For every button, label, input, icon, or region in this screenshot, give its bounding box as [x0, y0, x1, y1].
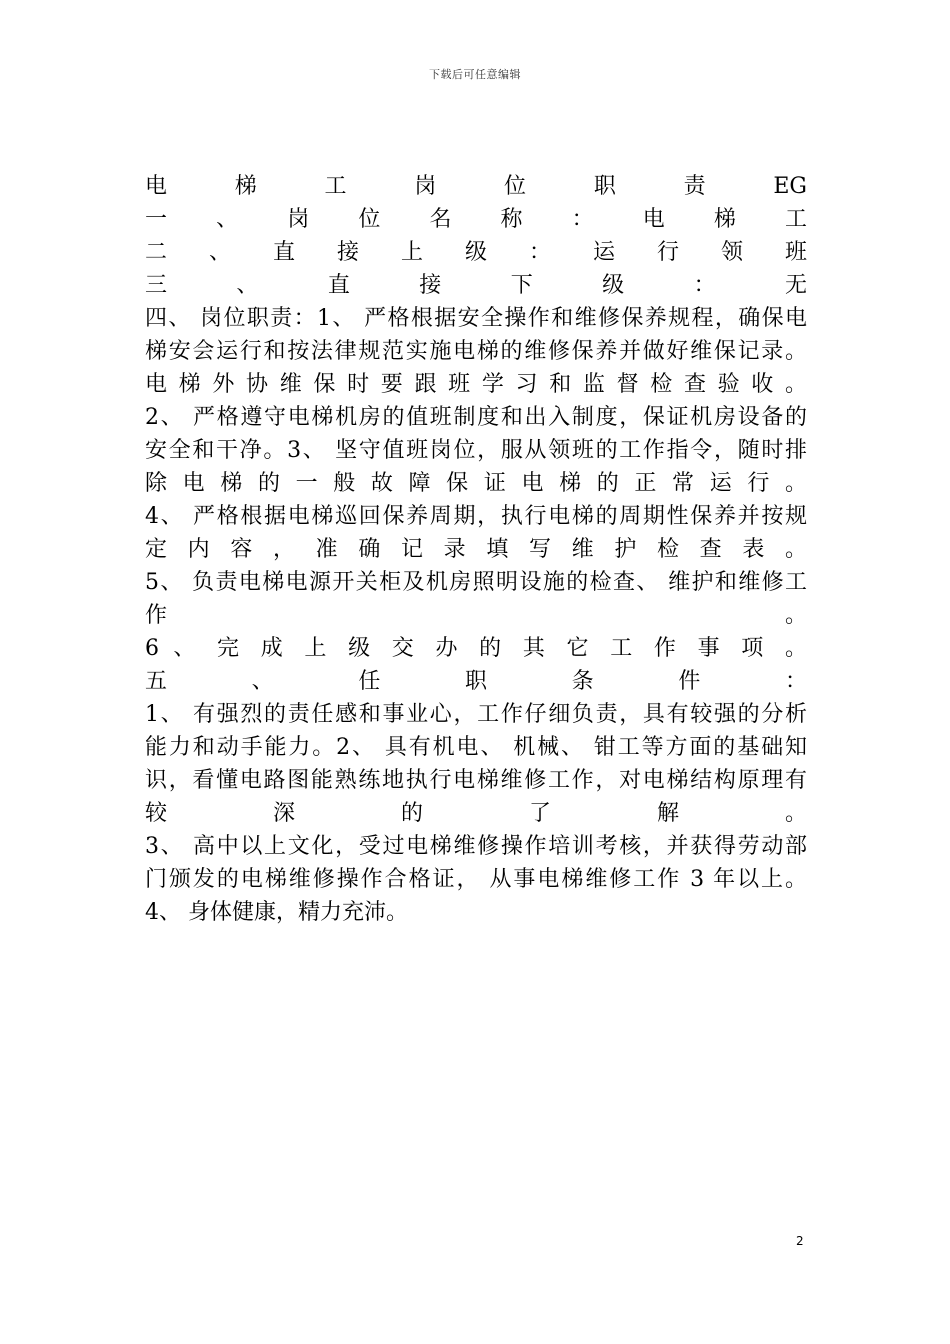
text-line: 作 。	[145, 603, 807, 628]
text-line: 3、 高中以上文化，受过电梯维修操作培训考核，并获得劳动部	[145, 834, 807, 859]
text-line: 四、 岗位职责：1、 严格根据安全操作和维修保养规程，确保电	[145, 306, 807, 331]
page-number: 2	[796, 1234, 804, 1248]
text-line: 能力和动手能力。2、 具有机电、 机械、 钳工等方面的基础知	[145, 735, 807, 760]
text-line: 6 、 完 成 上 级 交 办 的 其 它 工 作 事 项 。	[145, 636, 807, 661]
text-line: 1、 有强烈的责任感和事业心，工作仔细负责，具有较强的分析	[145, 702, 807, 727]
doc-title-line: 电 梯 工 岗 位 职 责 EG	[145, 174, 807, 199]
text-line: 门颁发的电梯维修操作合格证， 从事电梯维修工作 3 年以上。	[145, 867, 807, 892]
text-line: 识，看懂电路图能熟练地执行电梯维修工作，对电梯结构原理有	[145, 768, 807, 793]
text-line: 安全和干净。3、 坚守值班岗位，服从领班的工作指令，随时排	[145, 438, 807, 463]
text-line: 梯安会运行和按法律规范实施电梯的维修保养并做好维保记录。	[145, 339, 807, 364]
text-line: 4、 严格根据电梯巡回保养周期，执行电梯的周期性保养并按规	[145, 504, 807, 529]
document-body	[145, 170, 807, 929]
text-line: 5、 负责电梯电源开关柜及机房照明设施的检查、 维护和维修工	[145, 570, 807, 595]
page-header: 下载后可任意编辑	[429, 68, 521, 81]
text-line: 二 、 直 接 上 级 ： 运 行 领 班	[145, 240, 807, 265]
text-line: 定 内 容 ， 准 确 记 录 填 写 维 护 检 查 表 。	[145, 537, 807, 562]
text-line: 一 、 岗 位 名 称 ： 电 梯 工	[145, 207, 807, 232]
text-line: 五 、 任 职 条 件 ：	[145, 669, 807, 694]
text-line: 三 、 直 接 下 级 ： 无	[145, 273, 807, 298]
text-line: 电 梯 外 协 维 保 时 要 跟 班 学 习 和 监 督 检 查 验 收 。	[145, 372, 807, 397]
text-line: 较 深 的 了 解 。	[145, 801, 807, 826]
text-line: 除 电 梯 的 一 般 故 障 保 证 电 梯 的 正 常 运 行 。	[145, 471, 807, 496]
text-line: 4、 身体健康，精力充沛。	[145, 900, 408, 925]
text-line: 2、 严格遵守电梯机房的值班制度和出入制度，保证机房设备的	[145, 405, 807, 430]
